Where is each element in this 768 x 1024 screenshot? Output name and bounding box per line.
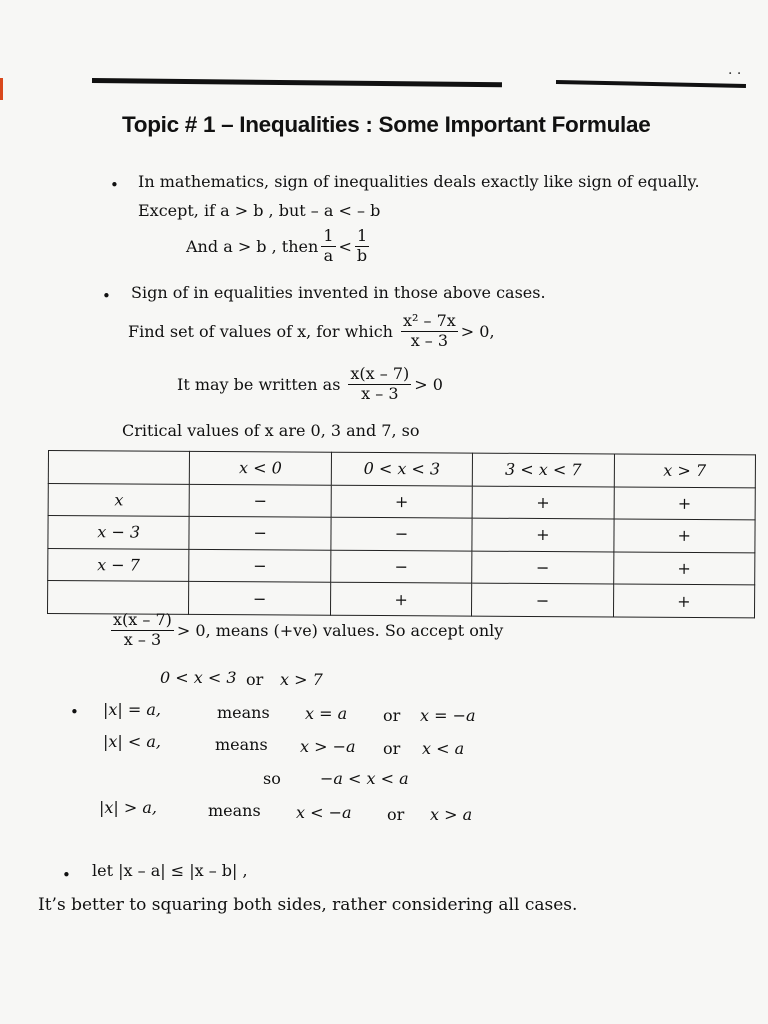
bullet-icon: •: [102, 287, 111, 305]
fraction-1-over-a: [321, 228, 335, 265]
s2-find-line: [128, 313, 495, 350]
bullet-icon: •: [110, 176, 119, 194]
table-header-row: [48, 451, 755, 488]
table-cell: −: [189, 484, 331, 517]
fraction-denominator: a: [323, 245, 334, 265]
table-cell: −: [189, 582, 331, 615]
table-cell: x − 3: [48, 516, 190, 549]
sign-table: [47, 450, 756, 618]
rule2-opt1: x > −a: [300, 737, 356, 756]
rule2-or: or: [383, 739, 401, 758]
fraction-numerator: 1: [323, 226, 334, 245]
table-cell: −: [189, 549, 331, 582]
page-edge-mark: [0, 78, 3, 100]
s2-written-line: [177, 366, 443, 403]
answer-right: x > 7: [280, 670, 323, 689]
table-header-cell: [48, 451, 190, 484]
rule2-means: means: [215, 735, 268, 754]
rule1-lhs: |x| = a,: [103, 700, 162, 719]
table-cell: −: [330, 550, 472, 583]
find-fraction: [401, 313, 458, 350]
fraction-numerator: x(x – 7): [350, 364, 410, 383]
table-cell: +: [330, 583, 472, 616]
fraction-denominator: x – 3: [361, 383, 399, 403]
table-cell: x − 7: [48, 548, 190, 581]
rule1-opt2: x = −a: [420, 706, 476, 725]
fraction-denominator: b: [356, 245, 368, 265]
s1-line2: Except, if a > b , but – a < – b: [138, 201, 381, 220]
table-header-cell: 0 < x < 3: [331, 452, 473, 485]
conclusion-suffix: > 0, means (+ve) values. So accept only: [176, 620, 504, 640]
written-fraction: [348, 366, 411, 403]
corner-mark: · ·: [728, 66, 742, 82]
table-cell: +: [472, 486, 614, 519]
written-prefix: It may be written as: [177, 374, 341, 394]
rule3-or: or: [387, 805, 405, 824]
fraction-denominator: x – 3: [410, 330, 449, 350]
rule3-opt2: x > a: [430, 805, 473, 824]
table-cell: +: [614, 487, 756, 520]
page-title: Topic # 1 – Inequalities : Some Important Formulae: [122, 112, 651, 137]
written-suffix: > 0: [414, 374, 443, 394]
table-header-cell: x < 0: [190, 451, 332, 484]
last-line2: It’s better to squaring both sides, rather considering all cases.: [38, 895, 578, 915]
rule1-opt1: x = a: [305, 704, 348, 723]
answer-or: or: [246, 670, 264, 689]
table-header-cell: x > 7: [614, 454, 756, 487]
header-rule-left: [92, 78, 502, 87]
rule3-lhs: |x| > a,: [99, 798, 158, 817]
conclusion-line: [108, 612, 503, 649]
table-row: [48, 548, 755, 585]
table-row: [48, 516, 755, 553]
table-cell: −: [472, 583, 614, 616]
fraction-numerator: 1: [356, 226, 368, 245]
rule1-means: means: [217, 703, 270, 722]
fraction-numerator: x² – 7x: [402, 311, 456, 330]
table-cell: +: [472, 518, 614, 551]
rule2-so: so: [263, 769, 281, 788]
find-suffix: > 0,: [460, 321, 495, 341]
header-rule-right: [556, 80, 746, 88]
fraction-denominator: x – 3: [123, 629, 162, 649]
fraction-numerator: x(x – 7): [113, 610, 172, 629]
table-row: [48, 483, 755, 520]
bullet-icon: •: [62, 866, 71, 884]
table-cell: +: [613, 519, 755, 552]
table-cell: +: [613, 552, 755, 585]
last-line1: let |x – a| ≤ |x – b| ,: [92, 861, 248, 880]
rule2-opt2: x < a: [422, 739, 465, 758]
rule3-opt1: x < −a: [296, 803, 352, 822]
bullet-icon: •: [70, 703, 79, 721]
table-cell: −: [472, 551, 614, 584]
s1-line1: In mathematics, sign of inequalities deals exactly like sign of equally.: [138, 172, 700, 191]
rule2-range: −a < x < a: [320, 769, 409, 788]
table-header-cell: 3 < x < 7: [472, 453, 614, 486]
find-prefix: Find set of values of x, for which: [128, 321, 393, 341]
s1-line3-prefix: And a > b , then: [186, 236, 319, 256]
rule1-or: or: [383, 706, 401, 725]
table-cell: +: [331, 485, 473, 518]
table-cell: −: [331, 517, 473, 550]
fraction-1-over-b: [355, 228, 369, 265]
answer-left: 0 < x < 3: [160, 668, 237, 687]
table-cell: −: [189, 517, 331, 550]
table-cell: +: [613, 584, 755, 617]
s2-line1: Sign of in equalities invented in those above cases.: [131, 283, 546, 302]
conclusion-fraction: [111, 612, 174, 649]
critical-values-line: Critical values of x are 0, 3 and 7, so: [122, 421, 420, 440]
s1-line3: [186, 228, 372, 265]
rule3-means: means: [208, 801, 261, 820]
table-cell: x: [48, 483, 190, 516]
rule2-lhs: |x| < a,: [103, 732, 162, 751]
less-than-operator: <: [338, 236, 352, 256]
